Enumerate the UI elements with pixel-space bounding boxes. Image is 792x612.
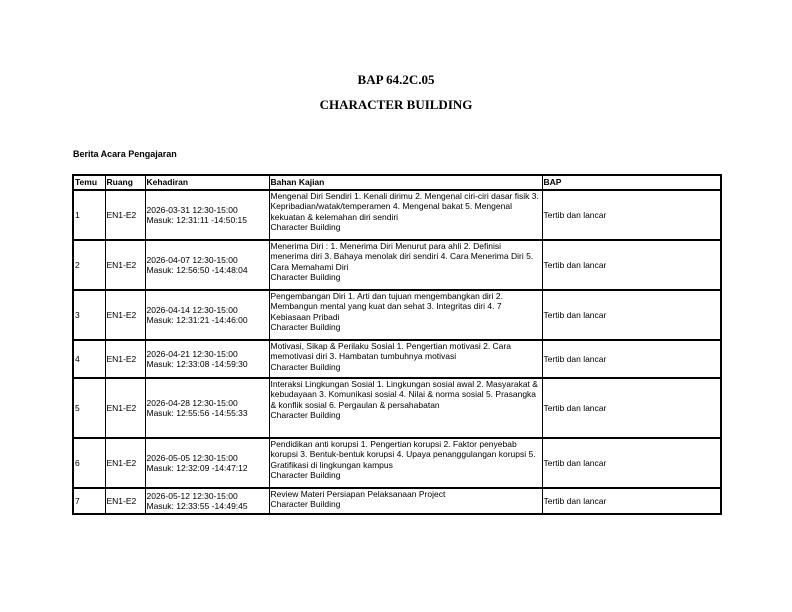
cell-kehadiran — [145, 340, 269, 378]
check-in-time: Masuk: 12:32:09 -14:47:12 — [146, 463, 248, 473]
cell-temu: 1 — [73, 190, 105, 240]
cell-bap: Tertib dan lancar — [542, 190, 721, 240]
course-name: Character Building — [270, 469, 341, 480]
course-name: Character Building — [270, 409, 341, 420]
topic-text: Interaksi Lingkungan Sosial 1. Lingkungan sosial awal 2. Masyarakat & kebudayaan 3. Komunikasi sosial 4. Nilai & norma sosial 5. Prasangka & konflik sosial 6. Pergaulan & persahabatan — [270, 379, 538, 410]
cell-temu: 4 — [73, 340, 105, 378]
check-in-time: Masuk: 12:56:50 -14:48:04 — [146, 265, 248, 275]
scheduled-time: 2026-04-21 12:30-15:00 — [146, 348, 238, 359]
course-name: Character Building — [270, 499, 341, 510]
col-header-ruang: Ruang — [105, 175, 145, 190]
scheduled-time: 2026-05-12 12:30-15:00 — [146, 490, 238, 501]
cell-bap: Tertib dan lancar — [542, 290, 721, 340]
table-row — [73, 378, 721, 438]
col-header-kehadiran: Kehadiran — [145, 175, 269, 190]
course-title: CHARACTER BUILDING — [319, 97, 473, 112]
scheduled-time: 2026-04-14 12:30-15:00 — [146, 304, 238, 315]
cell-bahan-kajian — [269, 438, 542, 488]
cell-temu: 5 — [73, 378, 105, 438]
cell-temu: 6 — [73, 438, 105, 488]
cell-ruang: EN1-E2 — [105, 378, 145, 438]
topic-text: Review Materi Persiapan Pelaksanaan Project — [270, 489, 446, 499]
cell-ruang: EN1-E2 — [105, 190, 145, 240]
table-row — [73, 240, 721, 290]
cell-kehadiran — [145, 378, 269, 438]
cell-bahan-kajian — [269, 340, 542, 378]
cell-bap: Tertib dan lancar — [542, 438, 721, 488]
course-name: Character Building — [270, 271, 341, 282]
course-name: Character Building — [270, 321, 341, 332]
cell-bap: Tertib dan lancar — [542, 488, 721, 514]
cell-bahan-kajian — [269, 190, 542, 240]
scheduled-time: 2026-05-05 12:30-15:00 — [146, 452, 238, 463]
topic-text: Menerima Diri : 1. Menerima Diri Menurut para ahli 2. Definisi menerima diri 3. Bahaya menolak diri sendiri 4. Cara Menerima Diri 5. Cara Memahami Diri — [270, 241, 534, 272]
col-header-temu: Temu — [73, 175, 105, 190]
cell-ruang: EN1-E2 — [105, 438, 145, 488]
scheduled-time: 2026-04-07 12:30-15:00 — [146, 254, 238, 265]
cell-ruang: EN1-E2 — [105, 488, 145, 514]
cell-bap: Tertib dan lancar — [542, 340, 721, 378]
teaching-record-table — [72, 174, 722, 515]
course-name: Character Building — [270, 221, 341, 232]
cell-temu: 7 — [73, 488, 105, 514]
cell-kehadiran — [145, 240, 269, 290]
cell-ruang: EN1-E2 — [105, 290, 145, 340]
topic-text: Mengenal Diri Sendiri 1. Kenali dirimu 2. Mengenal ciri-ciri dasar fisik 3. Kepribadian/watak/temperamen 4. Mengenal bakat 5. Mengenal kekuatan & kelemahan diri sendiri — [270, 191, 539, 222]
table-row — [73, 438, 721, 488]
topic-text: Pengembangan Diri 1. Arti dan tujuan mengembangkan diri 2. Membangun mental yang kuat dan sehat 3. Integritas diri 4. 7 Kebiasaan Pribadi — [270, 291, 503, 322]
table-row — [73, 488, 721, 514]
cell-kehadiran — [145, 438, 269, 488]
table-header-row — [73, 175, 721, 190]
cell-ruang: EN1-E2 — [105, 340, 145, 378]
cell-ruang: EN1-E2 — [105, 240, 145, 290]
col-header-bap: BAP — [542, 175, 721, 190]
check-in-time: Masuk: 12:33:08 -14:59:30 — [146, 359, 248, 369]
table-row — [73, 190, 721, 240]
cell-bap: Tertib dan lancar — [542, 378, 721, 438]
cell-temu: 3 — [73, 290, 105, 340]
cell-bahan-kajian — [269, 290, 542, 340]
cell-kehadiran — [145, 290, 269, 340]
course-name: Character Building — [270, 361, 341, 372]
cell-kehadiran — [145, 488, 269, 514]
cell-bahan-kajian — [269, 488, 542, 514]
cell-bahan-kajian — [269, 240, 542, 290]
scheduled-time: 2026-03-31 12:30-15:00 — [146, 204, 238, 215]
table-row — [73, 340, 721, 378]
col-header-bahan-kajian: Bahan Kajian — [269, 175, 542, 190]
document-code-title: BAP 64.2C.05 — [357, 72, 435, 87]
check-in-time: Masuk: 12:33:55 -14:49:45 — [146, 501, 248, 511]
cell-bahan-kajian — [269, 378, 542, 438]
check-in-time: Masuk: 12:31:11 -14:50:15 — [146, 215, 247, 225]
topic-text: Pendidikan anti korupsi 1. Pengertian korupsi 2. Faktor penyebab korupsi 3. Bentuk-bentuk korupsi 4. Upaya penanggulangan korupsi 5. Gratifikasi di lingkungan kampus — [270, 439, 536, 470]
topic-text: Motivasi, Sikap & Perilaku Sosial 1. Pengertian motivasi 2. Cara memotivasi diri 3. Hambatan tumbuhnya motivasi — [270, 341, 511, 362]
cell-bap: Tertib dan lancar — [542, 240, 721, 290]
check-in-time: Masuk: 12:55:56 -14:55:33 — [146, 408, 248, 418]
section-heading: Berita Acara Pengajaran — [73, 149, 177, 159]
table-row — [73, 290, 721, 340]
cell-kehadiran — [145, 190, 269, 240]
scheduled-time: 2026-04-28 12:30-15:00 — [146, 397, 238, 408]
cell-temu: 2 — [73, 240, 105, 290]
check-in-time: Masuk: 12:31:21 -14:46:00 — [146, 315, 248, 325]
